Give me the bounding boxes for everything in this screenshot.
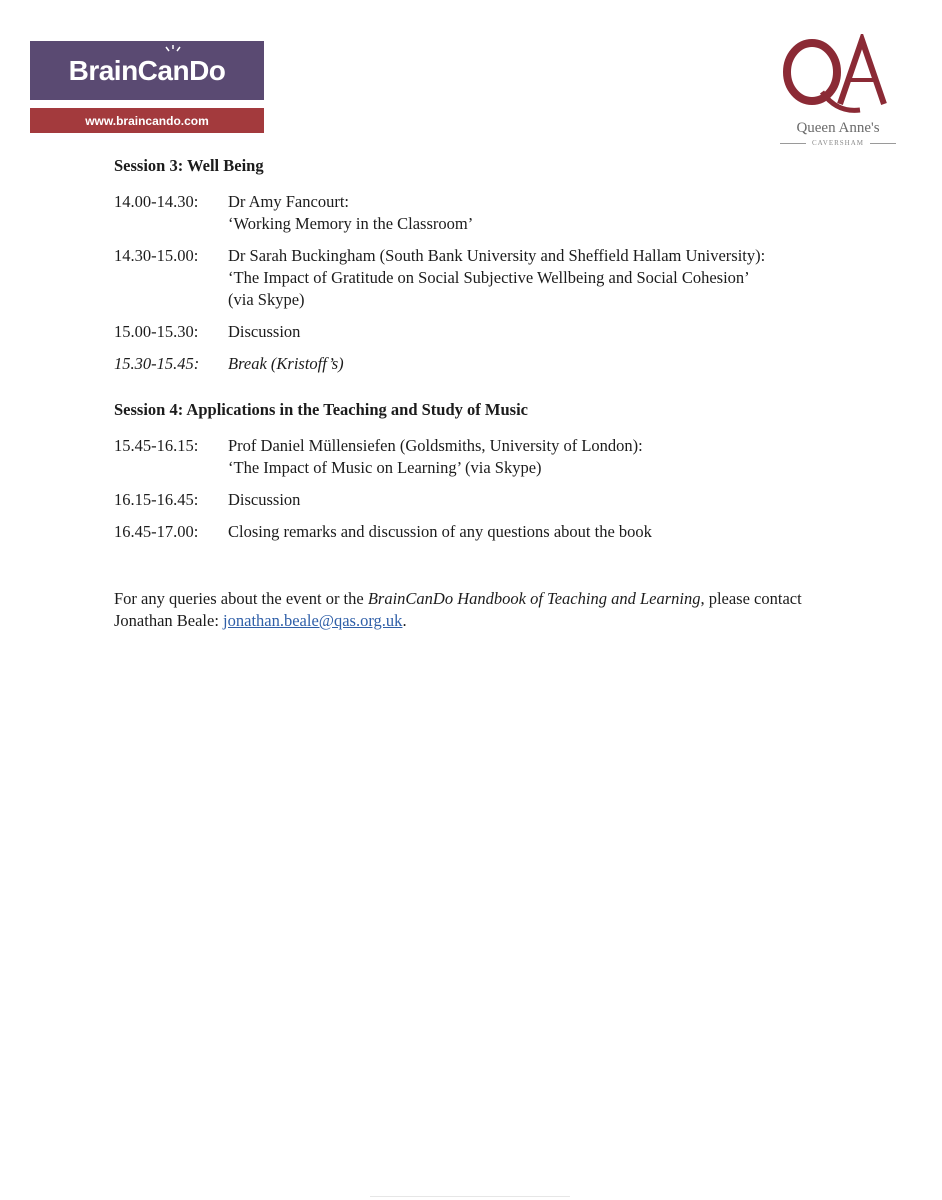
schedule-row bbox=[114, 489, 834, 511]
talk-note: (via Skype) bbox=[228, 290, 305, 309]
braincando-logo bbox=[30, 41, 264, 133]
caversham-text: CAVERSHAM bbox=[811, 139, 865, 147]
braincando-logo-name: BrainCanDo bbox=[30, 41, 264, 100]
row-description: Closing remarks and discussion of any questions about the book bbox=[228, 522, 652, 541]
session-3-title: Session 3: Well Being bbox=[114, 156, 264, 175]
contact-paragraph bbox=[114, 588, 834, 632]
schedule-row bbox=[114, 321, 834, 343]
programme-content bbox=[114, 155, 834, 553]
row-time: 15.45-16.15: bbox=[114, 436, 199, 455]
email-link[interactable]: jonathan.beale@qas.org.uk bbox=[223, 611, 403, 630]
divider bbox=[780, 143, 806, 144]
braincando-url: www.braincando.com bbox=[30, 108, 264, 133]
row-time: 16.45-17.00: bbox=[114, 522, 199, 541]
divider bbox=[870, 143, 896, 144]
row-time: 14.30-15.00: bbox=[114, 246, 199, 265]
speaker: Dr Sarah Buckingham (South Bank University and Sheffield Hallam University): bbox=[228, 246, 766, 265]
footer-text: For any queries about the event or the bbox=[114, 589, 368, 608]
row-description bbox=[228, 245, 834, 311]
row-description: Discussion bbox=[228, 322, 301, 341]
lightbulb-icon bbox=[164, 45, 182, 55]
talk-title: ‘Working Memory in the Classroom’ bbox=[228, 214, 474, 233]
row-description: Discussion bbox=[228, 490, 301, 509]
row-description bbox=[228, 191, 834, 235]
session-4-title: Session 4: Applications in the Teaching and Study of Music bbox=[114, 400, 528, 419]
schedule-row bbox=[114, 191, 834, 235]
queen-annes-logo bbox=[776, 34, 900, 147]
row-description: Break (Kristoff’s) bbox=[228, 354, 344, 373]
talk-title: ‘The Impact of Music on Learning’ (via Skype) bbox=[228, 458, 542, 477]
footer-text: , please contact Jonathan Beale: bbox=[114, 589, 802, 630]
speaker: Dr Amy Fancourt: bbox=[228, 192, 349, 211]
row-time: 15.30-15.45: bbox=[114, 354, 200, 373]
schedule-row-break bbox=[114, 353, 834, 375]
queen-annes-name: Queen Anne's bbox=[796, 120, 880, 136]
speaker: Prof Daniel Müllensiefen (Goldsmiths, University of London): bbox=[228, 436, 643, 455]
book-title: BrainCanDo Handbook of Teaching and Learning bbox=[367, 589, 701, 608]
qa-monogram-icon bbox=[778, 34, 898, 118]
row-time: 15.00-15.30: bbox=[114, 322, 199, 341]
talk-title: ‘The Impact of Gratitude on Social Subjective Wellbeing and Social Cohesion’ bbox=[228, 268, 750, 287]
caversham-label bbox=[776, 139, 900, 147]
row-time: 14.00-14.30: bbox=[114, 192, 199, 211]
footer-text: . bbox=[402, 611, 407, 630]
schedule-row bbox=[114, 435, 834, 479]
schedule-row bbox=[114, 245, 834, 311]
row-time: 16.15-16.45: bbox=[114, 490, 199, 509]
row-description bbox=[228, 435, 834, 479]
page-edge-divider bbox=[370, 1196, 570, 1197]
schedule-row bbox=[114, 521, 834, 543]
